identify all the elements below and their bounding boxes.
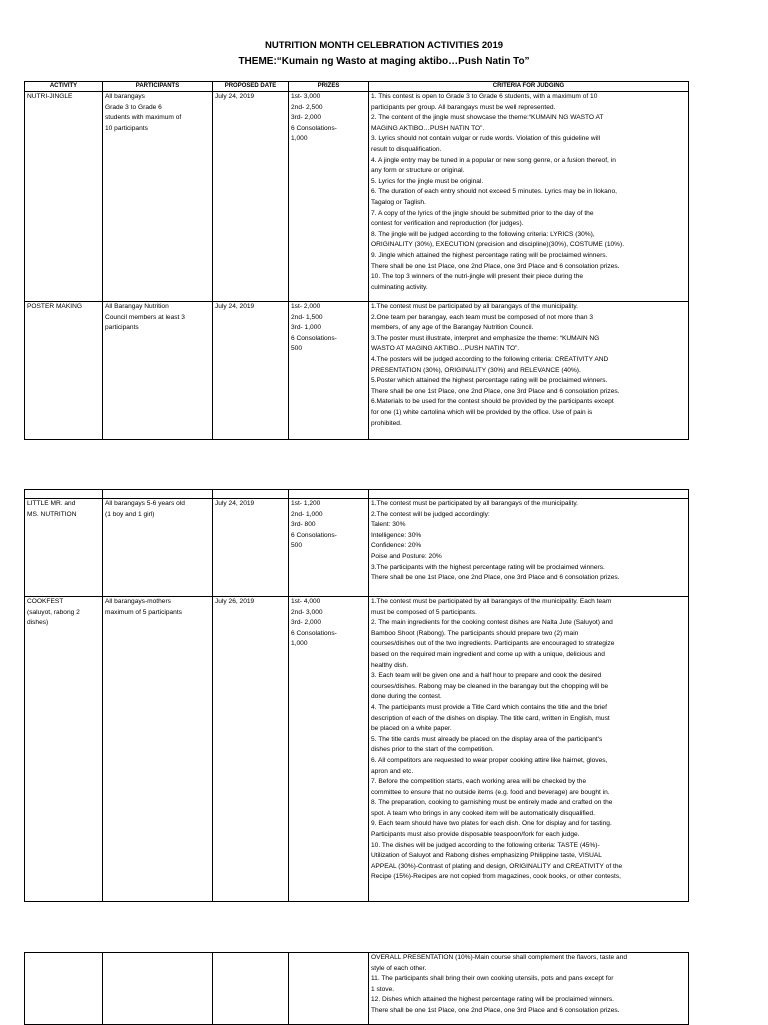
text-line: 10 participants <box>105 124 148 132</box>
text-line: LITTLE MR. and <box>27 500 76 507</box>
text-line: 4. The participants must provide a Title Card which contains the title and the brief <box>371 703 607 711</box>
text-line: All barangays-mothers <box>105 598 171 605</box>
prizes-cell <box>289 92 369 302</box>
activity-cell <box>25 953 103 1025</box>
prizes-cell <box>289 597 369 902</box>
text-line: 1.The contest must be participated by all barangays of the municipality. <box>371 500 578 507</box>
participants-cell <box>103 597 213 902</box>
text-line: 3. Lyrics should not contain vulgar or rude words. Violation of this guideline will <box>371 135 601 143</box>
header-row <box>25 82 689 92</box>
text-line: COOKFEST <box>27 598 64 605</box>
text-line: 3rd- 800 <box>291 521 316 529</box>
text-line: 6 Consolations- <box>291 629 337 637</box>
text-line: members, of any age of the Barangay Nutrition Council. <box>371 324 534 332</box>
text-line: 6. All competitors are requested to wear proper cooking attire like hairnet, gloves, <box>371 756 608 764</box>
text-line: Participants must also provide disposable teaspoon/fork for each judge. <box>371 831 580 839</box>
header-activity: ACTIVITY <box>25 82 103 92</box>
text-line: 9. Jingle which attained the highest percentage rating will be proclaimed winners. <box>371 251 608 259</box>
activities-table-page-3 <box>24 952 689 1025</box>
text-line: ORIGINALITY (30%), EXECUTION (precision and discipline)(30%), COSTUME (10%). <box>371 241 625 249</box>
date-cell <box>213 953 289 1025</box>
text-line: WASTO AT MAGING AKTIBO…PUSH NATIN TO”. <box>371 345 520 353</box>
text-line: 3rd- 2,000 <box>291 114 322 122</box>
text-line: 3.The participants with the highest percentage rating will be proclaimed winners. <box>371 563 605 571</box>
text-line: MS. NUTRITION <box>27 510 77 518</box>
text-line: 4.The posters will be judged according to the following criteria: CREATIVITY AND <box>371 355 609 363</box>
text-line: 1. This contest is open to Grade 3 to Grade 6 students, with a maximum of 10 <box>371 93 598 100</box>
text-line: 2. The main ingredients for the cooking contest dishes are Nalta Jute (Saluyot) and <box>371 619 613 627</box>
text-line: Recipe (15%)-Recipes are not copied from magazines, cook books, or other contests, <box>371 873 621 881</box>
text-line: Tagalog or Taglish. <box>371 198 426 206</box>
text-line: There shall be one 1st Place, one 2nd Place, one 3rd Place and 6 consolation prizes. <box>371 387 620 395</box>
text-line: 1st- 4,000 <box>291 598 321 605</box>
prizes-cell <box>289 499 369 597</box>
text-line: 6 Consolations- <box>291 124 337 132</box>
text-line: participants <box>105 324 139 332</box>
text-line: 7. Before the competition starts, each working area will be checked by the <box>371 778 587 786</box>
text-line: 1.The contest must be participated by all barangays of the municipality. <box>371 303 578 310</box>
text-line: Talent: 30% <box>371 521 406 529</box>
text-line: (saluyot, rabong 2 <box>27 608 80 616</box>
text-line: Utilization of Saluyot and Rabong dishes emphasizing Philippine taste, VISUAL <box>371 852 602 860</box>
text-line: 4. A jingle entry may be tuned in a popular or new song genre, or a fusion thereof, in <box>371 156 616 164</box>
text-line: 8. The preparation, cooking to garnishing must be entirely made and crafted on the <box>371 799 613 807</box>
text-line: All Barangay Nutrition <box>105 303 169 310</box>
text-line: any form or structure or original. <box>371 167 465 175</box>
text-line: APPEAL (30%)-Contrast of plating and design, ORIGINALITY and CREATIVITY of the <box>371 862 623 870</box>
text-line: 10. The dishes will be judged according to the following criteria: TASTE (45%)- <box>371 841 600 849</box>
text-line: based on the required main ingredient and come up with a unique, delicious and <box>371 650 605 658</box>
text-line: OVERALL PRESENTATION (10%)-Main course shall complement the flavors, taste and <box>371 954 628 961</box>
text-line: style of each other. <box>371 964 427 972</box>
text-line: students with maximum of <box>105 114 182 122</box>
text-line: 2nd- 3,000 <box>291 608 323 616</box>
table-row <box>25 92 689 302</box>
text-line: 1 stove. <box>371 985 395 993</box>
text-line: 3rd- 2,000 <box>291 619 322 627</box>
text-line: 500 <box>291 542 303 550</box>
date-cell: July 24, 2019 <box>213 92 289 302</box>
text-line: (1 boy and 1 girl) <box>105 510 155 518</box>
header-prizes: PRIZES <box>289 82 369 92</box>
text-line: 11. The participants shall bring their own cooking utensils, pots and pans except for <box>371 975 614 983</box>
date-cell: July 24, 2019 <box>213 499 289 597</box>
text-line: culminating activity. <box>371 283 428 291</box>
text-line: 5.Poster which attained the highest percentage rating will be proclaimed winners. <box>371 377 608 385</box>
text-line: 10. The top 3 winners of the nutri-jingle will present their piece during the <box>371 273 584 281</box>
text-line: PRESENTATION (30%), ORIGINALITY (30%) and RELEVANCE (40%). <box>371 366 581 374</box>
table-row <box>25 499 689 597</box>
text-line: 3. Each team will be given one and a half hour to prepare and cook the desired <box>371 672 602 680</box>
participants-cell <box>103 499 213 597</box>
participants-cell <box>103 92 213 302</box>
text-line: Poise and Posture: 20% <box>371 552 442 560</box>
text-line: must be composed of 5 participants. <box>371 608 477 616</box>
criteria-cell <box>369 953 689 1025</box>
text-line: 2.One team per barangay, each team must be composed of not more than 3 <box>371 313 593 321</box>
text-line: 1.The contest must be participated by all barangays of the municipality. Each team <box>371 598 612 605</box>
text-line: 500 <box>291 345 303 353</box>
criteria-cell <box>369 92 689 302</box>
text-line: All barangays <box>105 93 145 100</box>
text-line: There shall be one 1st Place, one 2nd Place, one 3rd Place and 6 consolation prizes. <box>371 1006 620 1014</box>
text-line: description of each of the dishes on display. The title card, written in English, must <box>371 714 610 722</box>
text-line: 1st- 3,000 <box>291 93 321 100</box>
text-line: 2nd- 1,500 <box>291 313 323 321</box>
activity-cell <box>25 597 103 902</box>
text-line: 2. The content of the jingle must showcase the theme:“KUMAIN NG WASTO AT <box>371 114 604 122</box>
text-line: 6. The duration of each entry should not exceed 5 minutes. Lyrics may be in Ilokano, <box>371 188 617 196</box>
text-line: maximum of 5 participants <box>105 608 182 616</box>
activities-table-page-1 <box>24 81 689 440</box>
text-line: 3.The poster must illustrate, interpret and emphasize the theme: “KUMAIN NG <box>371 334 600 342</box>
text-line: Bamboo Shoot (Rabong). The participants should prepare two (2) main <box>371 629 579 637</box>
text-line: committee to ensure that no outside items (e.g. food and beverage) are bought in. <box>371 788 610 796</box>
text-line: There shall be one 1st Place, one 2nd Place, one 3rd Place and 6 consolation prizes. <box>371 574 620 582</box>
text-line: 1st- 1,200 <box>291 500 321 507</box>
text-line: contest for verification and reproduction (for judges). <box>371 220 524 228</box>
text-line: spot. A team who brings in any cooked item will be automatically disqualified. <box>371 809 595 817</box>
activity-cell <box>25 499 103 597</box>
date-cell: July 26, 2019 <box>213 597 289 902</box>
text-line: Intelligence: 30% <box>371 531 422 539</box>
header-criteria: CRITERIA FOR JUDGING <box>369 82 689 92</box>
text-line: apron and etc. <box>371 767 414 775</box>
text-line: healthy dish. <box>371 661 409 669</box>
prizes-cell <box>289 953 369 1025</box>
text-line: 2.The contest will be judged accordingly: <box>371 510 490 518</box>
text-line: 5. Lyrics for the jingle must be original. <box>371 177 484 185</box>
text-line: 6 Consolations- <box>291 334 337 342</box>
prizes-cell <box>289 302 369 440</box>
text-line: 7. A copy of the lyrics of the jingle should be submitted prior to the day of the <box>371 209 594 217</box>
participants-cell <box>103 302 213 440</box>
text-line: 2nd- 1,000 <box>291 510 323 518</box>
text-line: 2nd- 2,500 <box>291 103 323 111</box>
text-line: be placed on a white paper. <box>371 725 452 733</box>
text-line: NUTRI-JINGLE <box>27 93 73 100</box>
text-line: Confidence: 20% <box>371 542 422 550</box>
text-line: for one (1) white cartolina which will be provided by the office. Use of pain is <box>371 408 593 416</box>
date-cell: July 24, 2019 <box>213 302 289 440</box>
text-line: MAGING AKTIBO…PUSH NATIN TO”. <box>371 124 485 132</box>
header-participants: PARTICIPANTS <box>103 82 213 92</box>
text-line: participants per group. All barangays must be well represented. <box>371 103 556 111</box>
text-line: 3rd- 1,000 <box>291 324 322 332</box>
criteria-cell <box>369 302 689 440</box>
criteria-cell <box>369 597 689 902</box>
text-line: Council members at least 3 <box>105 313 185 321</box>
text-line: result to disqualification. <box>371 145 442 153</box>
text-line: prohibited. <box>371 419 402 427</box>
text-line: dishes) <box>27 619 49 627</box>
text-line: done during the contest. <box>371 693 442 701</box>
text-line: POSTER MAKING <box>27 303 82 310</box>
text-line: 6.Materials to be used for the contest should be provided by the participants except <box>371 398 614 406</box>
activity-cell <box>25 302 103 440</box>
header-proposed-date: PROPOSED DATE <box>213 82 289 92</box>
text-line: 5. The title cards must already be placed on the display area of the participant's <box>371 735 603 743</box>
text-line: 1,000 <box>291 640 308 648</box>
table-row <box>25 302 689 440</box>
text-line: Grade 3 to Grade 6 <box>105 103 162 111</box>
text-line: courses/dishes out of the two ingredients. Participants are encouraged to strategize <box>371 640 615 648</box>
text-line: courses/dishes. Rabong may be cleaned in the barangay but the chopping will be <box>371 682 609 690</box>
criteria-cell <box>369 499 689 597</box>
text-line: 8. The jingle will be judged according to the following criteria: LYRICS (30%), <box>371 230 595 238</box>
blank-header-row <box>25 490 689 499</box>
participants-cell <box>103 953 213 1025</box>
text-line: 1st- 2,000 <box>291 303 321 310</box>
table-row <box>25 953 689 1025</box>
activity-cell <box>25 92 103 302</box>
text-line: 9. Each team should have two plates for each dish. One for display and for tasting. <box>371 820 612 828</box>
text-line: There shall be one 1st Place, one 2nd Place, one 3rd Place and 6 consolation prizes. <box>371 262 620 270</box>
document-theme: THEME:“Kumain ng Wasto at maging aktibo…Push Natin To” <box>238 56 530 67</box>
text-line: 6 Consolations- <box>291 531 337 539</box>
document-title: NUTRITION MONTH CELEBRATION ACTIVITIES 2019 <box>264 40 504 51</box>
text-line: 1,000 <box>291 135 308 143</box>
table-row <box>25 597 689 902</box>
text-line: 12. Dishes which attained the highest percentage rating will be proclaimed winners. <box>371 996 615 1004</box>
activities-table-page-2 <box>24 489 689 902</box>
text-line: All barangays 5-6 years old <box>105 500 185 507</box>
text-line: dishes prior to the start of the competition. <box>371 746 494 754</box>
